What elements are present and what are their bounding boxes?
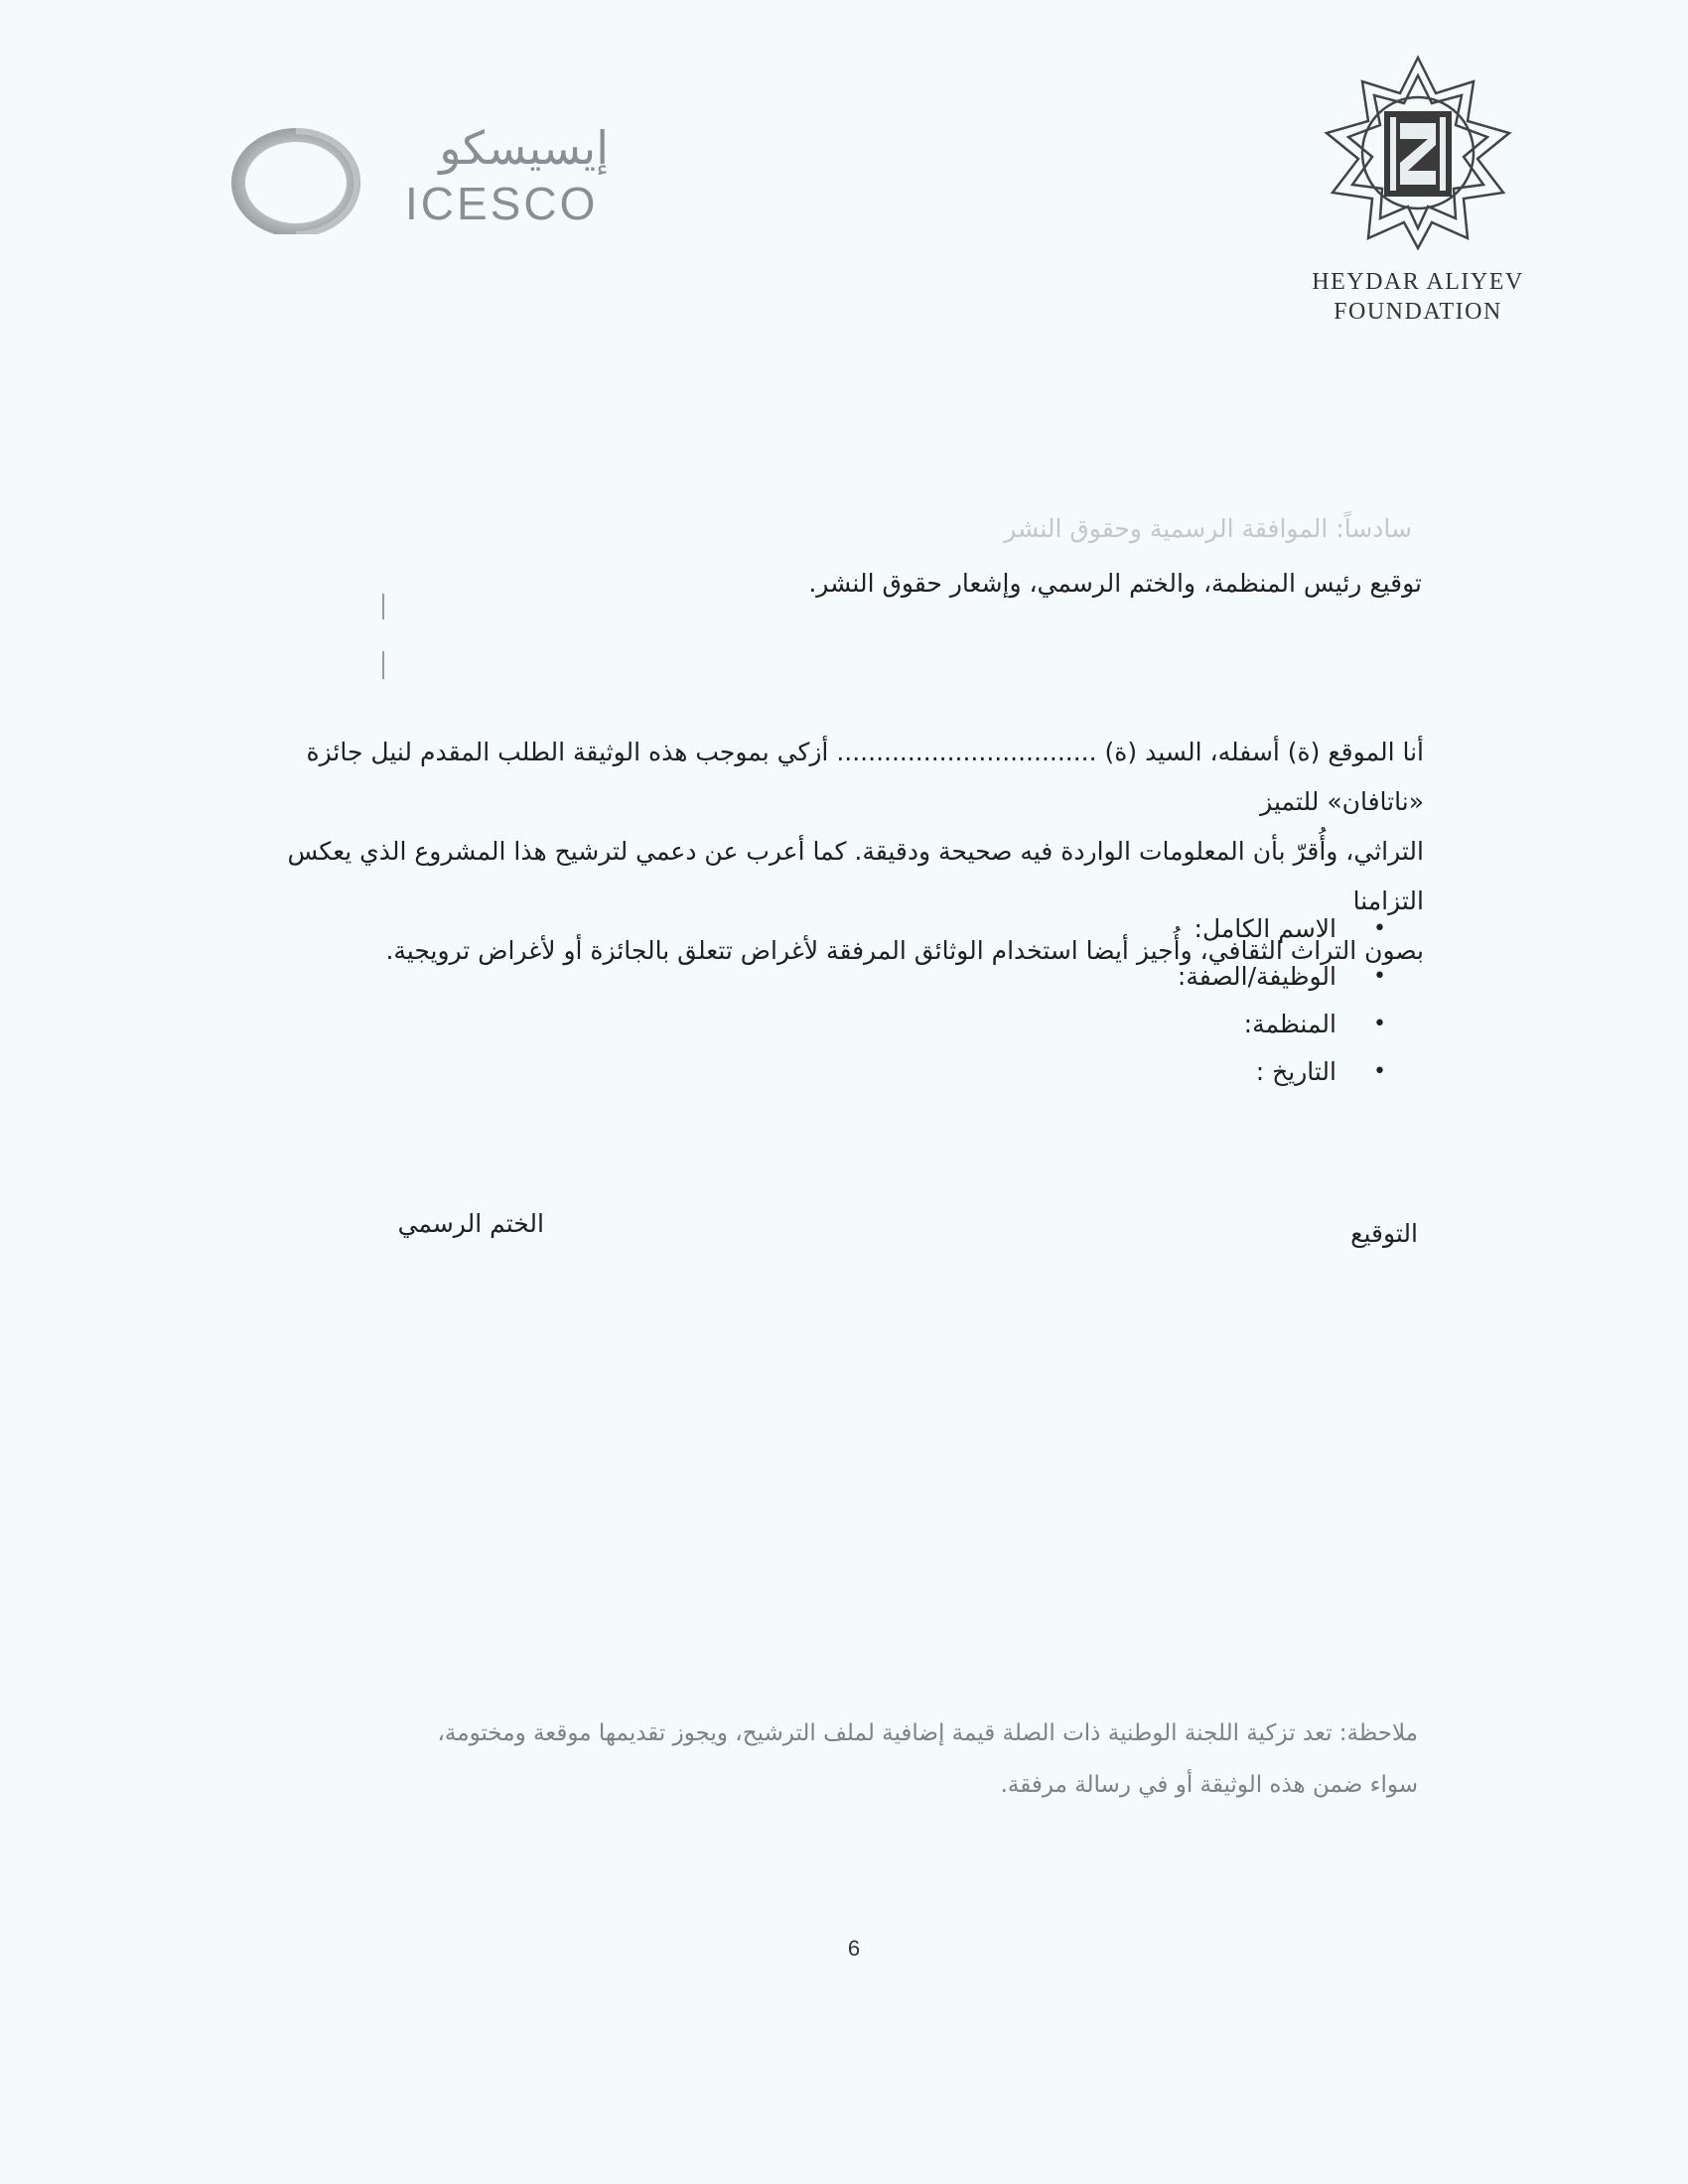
section-heading: سادساً: الموافقة الرسمية وحقوق النشر <box>1004 514 1412 543</box>
footnote-line: سواء ضمن هذه الوثيقة أو في رسالة مرفقة. <box>1000 1772 1418 1798</box>
icesco-crescent-icon <box>226 125 365 234</box>
icesco-arabic-wordmark: إيسيسكو <box>439 121 609 175</box>
official-stamp-label: الختم الرسمي <box>397 1209 544 1238</box>
field-date: • التاريخ : <box>776 1048 1372 1096</box>
heydar-aliyev-foundation-logo <box>1289 54 1547 332</box>
field-organization: • المنظمة: <box>776 1001 1372 1048</box>
footnote-line: ملاحظة: تعد تزكية اللجنة الوطنية ذات الصلة قيمة إضافية لملف الترشيح، ويجوز تقديمها موقعة ومختومة، <box>437 1720 1418 1746</box>
signature-label: التوقيع <box>1350 1219 1418 1248</box>
section-subheading: توقيع رئيس المنظمة، والختم الرسمي، وإشعار حقوق النشر. <box>808 569 1422 598</box>
icesco-logo <box>226 117 614 234</box>
field-position: • الوظيفة/الصفة: <box>776 953 1372 1001</box>
declaration-line: التراثي، وأُقرّ بأن المعلومات الواردة فيه صحيحة ودقيقة. كما أعرب عن دعمي لترشيح هذا المشروع الذي يعكس التزامنا <box>287 837 1424 915</box>
heydar-aliyev-wordmark <box>1289 267 1547 327</box>
star-emblem-icon <box>1319 54 1517 252</box>
heydar-aliyev-line2: FOUNDATION <box>1334 299 1502 325</box>
heydar-aliyev-line1: HEYDAR ALIYEV <box>1312 269 1524 295</box>
scan-mark <box>382 651 384 679</box>
declaration-line: بصون التراث الثقافي، وأُجيز أيضا استخدام الوثائق المرفقة لأغراض تتعلق بالجائزة أو لأغراض ترويجية. <box>385 936 1424 965</box>
field-full-name: • الاسم الكامل: <box>776 905 1372 953</box>
footnote <box>276 1707 1418 1811</box>
declaration-line: أنا الموقع (ة) أسفله، السيد (ة) ................................. أزكي بموجب هذه الوثيقة الطلب المقدم لنيل جائزة «ناتافان» للتميز <box>306 738 1424 816</box>
page-number: 6 <box>847 1936 861 1961</box>
signatory-fields-list <box>776 905 1372 1096</box>
icesco-latin-wordmark: ICESCO <box>405 178 599 229</box>
